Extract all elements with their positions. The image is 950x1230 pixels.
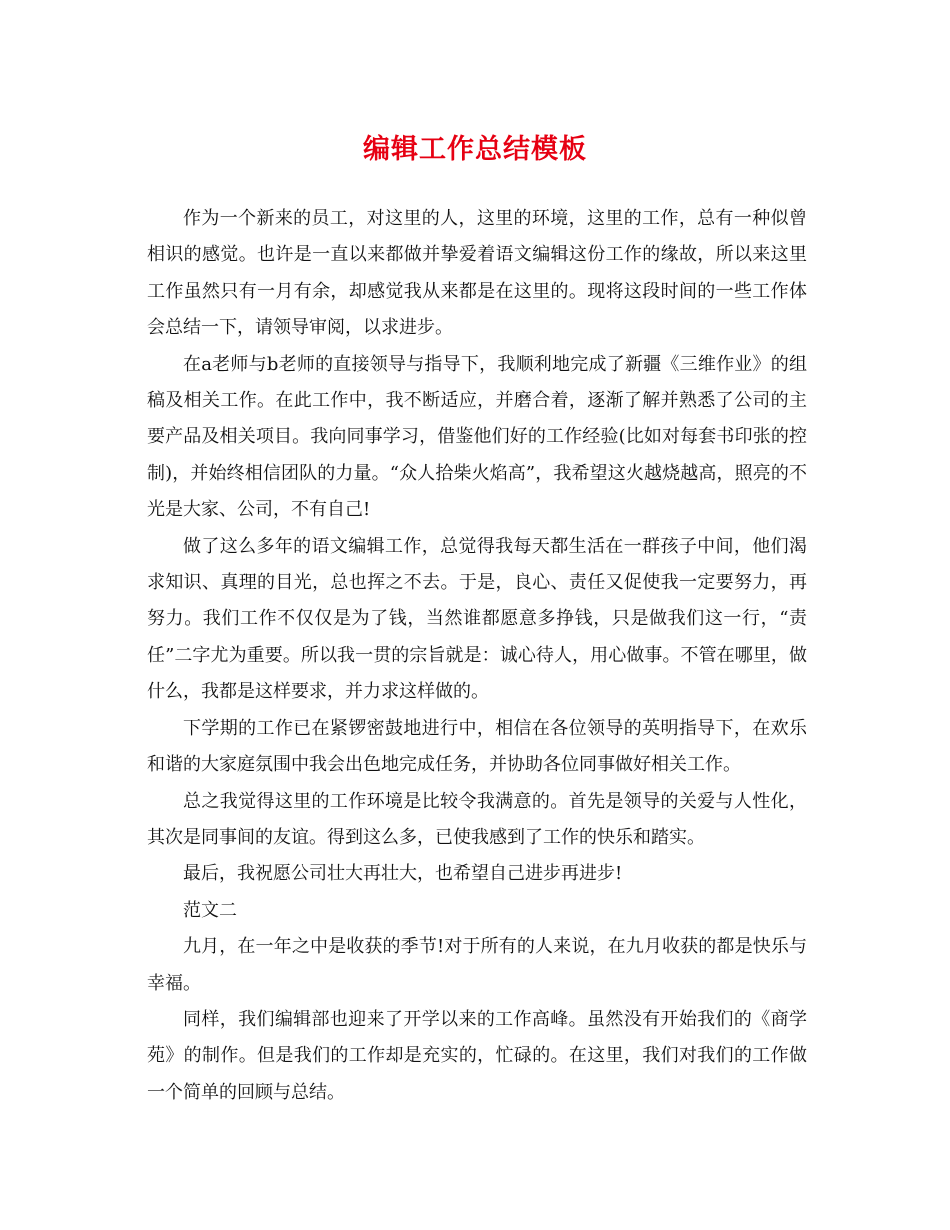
paragraph-3: 做了这么多年的语文编辑工作，总觉得我每天都生活在一群孩子中间，他们渴求知识、真理的目光，总也挥之不去。于是，良心、责任又促使我一定要努力，再努力。我们工作不仅仅是为了钱，当然谁都愿意多挣钱，只是做我们这一行，“责任”二字尤为重要。所以我一贯的宗旨就是：诚心待人，用心做事。不管在哪里，做什么，我都是这样要求，并力求这样做的。 (147, 535, 807, 703)
paragraph-2: 在a老师与b老师的直接领导与指导下，我顺利地完成了新疆《三维作业》的组稿及相关工作。在此工作中，我不断适应，并磨合着，逐渐了解并熟悉了公司的主要产品及相关项目。我向同事学习，借鉴他们好的工作经验(比如对每套书印张的控制)，并始终相信团队的力量。“众人拾柴火焰高”，我希望这火越烧越高，照亮的不光是大家、公司，不有自己! (147, 353, 807, 521)
paragraph-4: 下学期的工作已在紧锣密鼓地进行中，相信在各位领导的英明指导下，在欢乐和谐的大家庭氛围中我会出色地完成任务，并协助各位同事做好相关工作。 (147, 717, 807, 776)
document-body (147, 201, 807, 1111)
paragraph-6: 最后，我祝愿公司壮大再壮大，也希望自己进步再进步! (183, 863, 623, 885)
paragraph-5: 总之我觉得这里的工作环境是比较令我满意的。首先是领导的关爱与人性化，其次是同事间的友谊。得到这么多，已使我感到了工作的快乐和踏实。 (147, 790, 807, 848)
paragraph-1: 作为一个新来的员工，对这里的人，这里的环境，这里的工作，总有一种似曾相识的感觉。也许是一直以来都做并挚爱着语文编辑这份工作的缘故，所以来这里工作虽然只有一月有余，却感觉我从来都是在这里的。现将这段时间的一些工作体会总结一下，请领导审阅，以求进步。 (147, 208, 807, 339)
paragraph-7: 九月，在一年之中是收获的季节!对于所有的人来说，在九月收获的都是快乐与幸福。 (147, 936, 807, 994)
paragraph-8: 同样，我们编辑部也迎来了开学以来的工作高峰。虽然没有开始我们的《商学苑》的制作。但是我们的工作却是充实的，忙碌的。在这里，我们对我们的工作做一个简单的回顾与总结。 (147, 1008, 807, 1103)
document-title: 编辑工作总结模板 (363, 134, 587, 165)
section-heading-example-2: 范文二 (183, 899, 237, 921)
